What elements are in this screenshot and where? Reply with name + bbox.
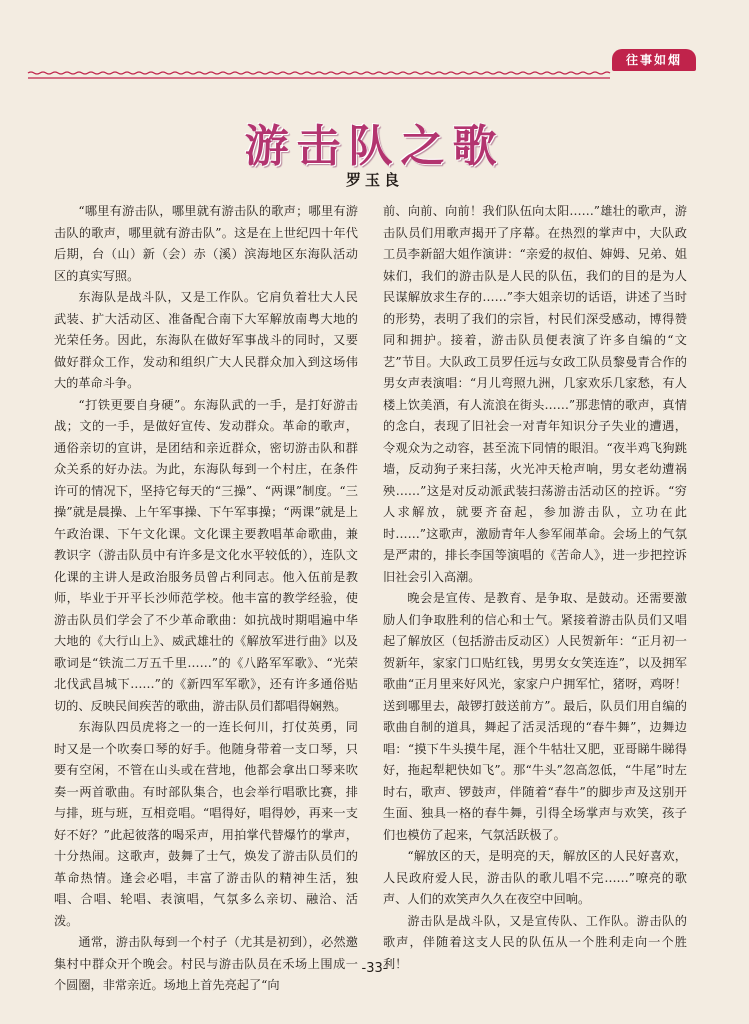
paragraph: “哪里有游击队，哪里就有游击队的歌声；哪里有游击队的歌声，哪里就有游击队”。这是在上世纪四十年代后期，台（山）新（会）赤（溪）滨海地区东海队活动区的真实写照。 xyxy=(54,204,358,283)
paragraph: 晚会是宣传、是教育、是争取、是鼓动。还需要激励人们争取胜利的信心和士气。紧接着游击队员们又唱起了解放区（包括游击反动区）人民贺新年：“正月初一贺新年，家家门口贴红钱，男男女女笑连连”，以及拥军歌曲“正月里来好风光，家家户户拥军忙，猪呀，鸡呀！送到哪里去，敲锣打鼓送前方”。最后，队员们用自编的歌曲自制的道具，舞起了活灵活现的“春牛舞”，边舞边唱：“摸下牛头摸牛尾，涯个牛牯壮又肥，亚哥睇牛睇得好，拖起犁耙快如飞”。那“牛头”忽高忽低，“牛尾”时左时右，歌声、锣鼓声，伴随着“春牛”的脚步声及这别开生面、独具一格的春牛舞，引得全场掌声与欢笑，孩子们也模仿了起来，气氛活跃极了。 xyxy=(383,591,687,842)
decorative-header-rule xyxy=(28,71,610,80)
paragraph: 游击队是战斗队，又是宣传队、工作队。游击队的歌声，伴随着这支人民的队伍从一个胜利走向一个胜利！ xyxy=(383,913,687,971)
paragraph: “解放区的天，是明亮的天，解放区的人民好喜欢，人民政府爱人民，游击队的歌儿唱不完……”嘹亮的歌声、人们的欢笑声久久在夜空中回响。 xyxy=(383,849,687,906)
paragraph-continued: 前、向前、向前！我们队伍向太阳……”雄壮的歌声，游击队员们用歌声揭开了序幕。在热烈的掌声中，大队政工员李新韶大姐作演讲：“亲爱的叔伯、婶姆、兄弟、姐妹们，我们的游击队是人民的队伍，我们的目的是为人民谋解放求生存的……”李大姐亲切的话语，讲述了当时的形势，表明了我们的宗旨，村民们深受感动，博得赞同和拥护。接着，游击队员便表演了许多自编的“文艺”节目。大队政工员罗任远与女政工队员黎曼青合作的男女声表演唱：“月儿弯照九洲，几家欢乐几家愁，有人楼上饮美酒，有人流浪在街头……”那悲情的歌声，真情的念白，表现了旧社会一对青年知识分子失业的遭遇，令观众为之动容，甚至流下同情的眼泪。“夜半鸡飞狗跳墙，反动狗子来扫荡，火光冲天枪声响，男女老幼遭祸殃……”这是对反动派武装扫荡游击活动区的控诉。“穷人求解放，就要齐奋起，参加游击队，立功在此时……”这歌声，激励青年人参军闹革命。会场上的气氛是严肃的，排长李国等演唱的《苦命人》，进一步把控诉旧社会引入高潮。 xyxy=(383,204,687,584)
page-number: -33- xyxy=(361,961,388,976)
paragraph: 东海队四员虎将之一的一连长何川，打仗英勇，同时又是一个吹奏口琴的好手。他随身带着一支口琴，只要有空闲，不管在山头或在营地，他都会拿出口琴来吹奏一两首歌曲。有时部队集合，也会举行唱歌比赛，排与排，班与班，互相竞唱。“唱得好，唱得妙，再来一支好不好？”此起彼落的喝采声，用拍掌代替爆竹的掌声，十分热闹。这歌声，鼓舞了士气，焕发了游击队员们的革命热情。逢会必唱，丰富了游击队的精神生活，独唱、合唱、轮唱、表演唱，气氛多么亲切、融洽、活泼。 xyxy=(54,720,358,928)
paragraph: “打铁更要自身硬”。东海队武的一手，是打好游击战；文的一手，是做好宣传、发动群众。革命的歌声，通俗亲切的宣讲，是团结和亲近群众，密切游击队和群众关系的好办法。为此，东海队每到一个村庄，在条件许可的情况下，坚持它每天的“三操”、“两课”制度。“三操”就是晨操、上午军事操、下午军事操；“两课”就是上午政治课、下午文化课。文化课主要教唱革命歌曲，兼教识字（游击队员中有许多是文化水平较低的），连队文化课的主讲人是政治服务员曾占利同志。他入伍前是教师，毕业于开平长沙师范学校。他丰富的教学经验，使游击队员们学会了不少革命歌曲：如抗战时期唱遍中华大地的《大行山上》、威武雄壮的《解放军进行曲》以及歌词是“铁流二万五千里……”的《八路军军歌》、“光荣北伐武昌城下……”的《新四军军歌》，还有许多通俗贴切的、反映民间疾苦的歌曲，游击队员们都唱得娴熟。 xyxy=(54,397,358,713)
section-tag: 往事如烟 xyxy=(612,49,696,71)
article-author: 罗玉良 xyxy=(345,171,403,189)
paragraph: 东海队是战斗队，又是工作队。它肩负着壮大人民武装、扩大活动区、准备配合南下大军解放南粤大地的光荣任务。因此，东海队在做好军事战斗的同时，又要做好群众工作，发动和组织广大人民群众加入到这场伟大的革命斗争。 xyxy=(54,290,358,390)
left-text-column xyxy=(54,201,358,992)
paragraph: 通常，游击队每到一个村子（尤其是初到），必然邀集村中群众开个晚会。村民与游击队员在禾场上围成一个圆圈，非常亲近。场地上首先亮起了“向 xyxy=(54,935,358,992)
article-title: 游击队之歌 xyxy=(244,121,505,172)
right-text-column xyxy=(383,201,687,971)
